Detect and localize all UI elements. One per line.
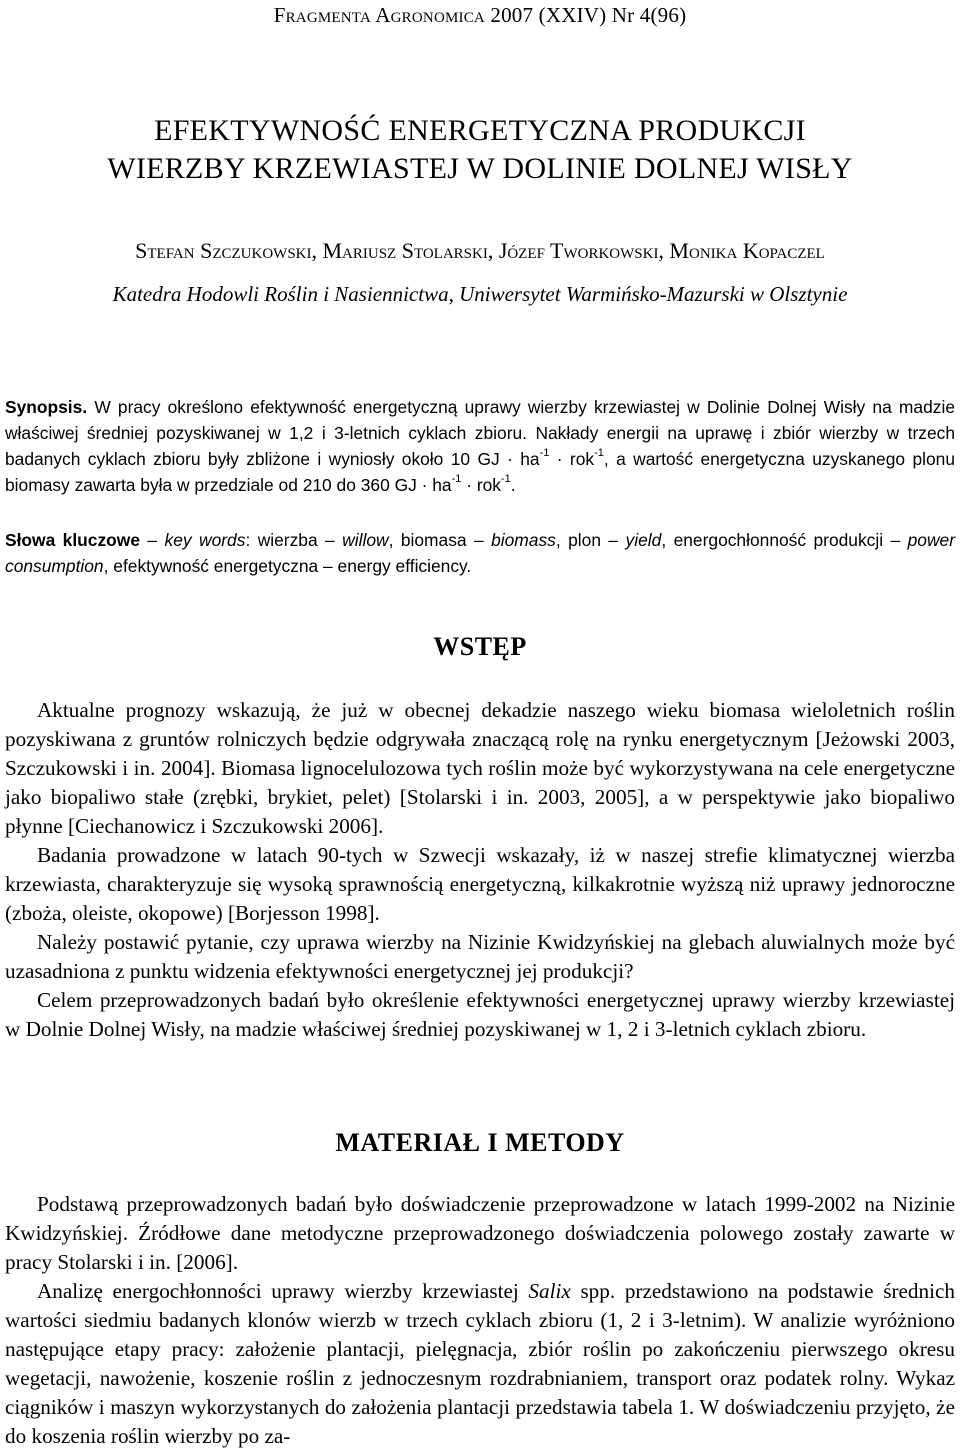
paragraph-text: spp. przedstawiono na podstawie średnich wartości siedmiu badanych klonów wierzb w trzech cyklach zbioru (1, 2 i 3-letnim). W analizie wyróżniono następujące etapy pracy: założenie plantacji, pielęgnacja, zbiór roślin po zakończeniu pierwszego okresu wegetacji, nawożenie, koszenie roślin z jednoczesnym rozdrabnianiem, transport oraz podatek rolny. Wykaz ciągników i maszyn wykorzystanych do założenia plantacji przedstawia tabela 1. W doświadczeniu przyjęto, że do koszenia roślin wierzby po za-	[5, 1279, 955, 1448]
abstract-text-5: .	[510, 475, 516, 495]
abstract-sup-4: -1	[501, 473, 511, 486]
abstract-text-3: , a wartość energetyczna uzyskanego plonu biomasy zawarta była w przedziale od 210 do 360 GJ · ha	[5, 449, 955, 495]
keyword-2: , biomasa –	[388, 530, 492, 550]
keyword-1-en: willow	[342, 530, 389, 550]
paragraph	[5, 1277, 955, 1451]
paragraph: Należy postawić pytanie, czy uprawa wierzby na Nizinie Kwidzyńskiej na glebach aluwialnych może być uzasadniona z punktu widzenia efektywności energetycznej jej produkcji?	[5, 930, 955, 983]
abstract-label: Synopsis.	[5, 397, 88, 417]
journal-issue: 2007 (XXIV) Nr 4(96)	[490, 3, 687, 27]
paragraph: Badania prowadzone w latach 90-tych w Szwecji wskazały, iż w naszej strefie klimatycznej wierzba krzewiasta, charakteryzuje się wysoką sprawnością energetyczną, kilkakrotnie wyższą niż uprawy jednoroczne (zboża, oleiste, okopowe) [Borjesson 1998].	[5, 843, 955, 925]
paragraph: Celem przeprowadzonych badań było określenie efektywności energetycznej uprawy wierzby krzewiastej w Dolnie Dolnej Wisły, na madzie właściwej średniej pozyskiwanej w 1, 2 i 3-letnich cyklach zbioru.	[5, 988, 955, 1041]
abstract	[5, 394, 955, 498]
keywords-label: Słowa kluczowe	[5, 530, 140, 550]
keyword-4-en: power consumption	[5, 530, 955, 576]
abstract-sup-2: -1	[594, 447, 604, 460]
keyword-2-en: biomass	[491, 530, 556, 550]
paper-title	[0, 112, 960, 188]
introduction-body	[5, 696, 955, 1044]
keyword-3-en: yield	[625, 530, 662, 550]
abstract-sup-3: -1	[451, 473, 462, 486]
genus-name: Salix	[528, 1279, 571, 1303]
methods-body	[5, 1190, 955, 1451]
affiliation: Katedra Hodowli Roślin i Nasiennictwa, Uniwersytet Warmińsko-Mazurski w Olsztynie	[112, 282, 848, 306]
keywords-en-label: key words	[164, 530, 246, 550]
running-head	[0, 3, 960, 28]
paragraph: Podstawą przeprowadzonych badań było doświadczenie przeprowadzone w latach 1999-2002 na Nizinie Kwidzyńskiej. Źródłowe dane metodyczne przeprowadzonego doświadczenia polowego zostały zawarte w pracy Stolarski i in. [2006].	[5, 1192, 955, 1274]
authors: Stefan Szczukowski, Mariusz Stolarski, Józef Tworkowski, Monika Kopaczel	[135, 238, 825, 263]
keyword-3: , plon –	[555, 530, 626, 550]
paragraph: Aktualne prognozy wskazują, że już w obecnej dekadzie naszego wieku biomasa wieloletnich roślin pozyskiwana z gruntów rolniczych będzie odgrywała znaczącą rolę na rynku energetycznym [Jeżowski 2003, Szczukowski i in. 2004]. Biomasa lignocelulozowa tych roślin może być wykorzystywana na cele energetyczne jako biopaliwo stałe (zrębki, brykiet, pelet) [Stolarski i in. 2003, 2005], a w perspektywie jako biopaliwo płynne [Ciechanowicz i Szczukowski 2006].	[5, 698, 955, 838]
section-heading-introduction: WSTĘP	[433, 632, 527, 661]
abstract-text-1: W pracy określono efektywność energetyczną uprawy wierzby krzewiastej w Dolinie Dolnej Wisły na madzie właściwej średniej pozyskiwanej w 1,2 i 3-letnich cyklach zbioru. Nakłady energii na uprawę i zbiór wierzby w trzech badanych cyklach zbioru były zbliżone i wyniosły około 10 GJ · ha	[5, 397, 955, 469]
keyword-5: , efektywność energetyczna – energy efficiency.	[103, 556, 472, 576]
abstract-text-2: · rok	[549, 449, 595, 469]
abstract-text-4: · rok	[461, 475, 502, 495]
paragraph-text: Analizę energochłonności uprawy wierzby krzewiastej	[37, 1279, 529, 1303]
paper-title-line-1: EFEKTYWNOŚĆ ENERGETYCZNA PRODUKCJI	[154, 114, 806, 147]
abstract-sup-1: -1	[539, 447, 550, 460]
paper-title-line-2: WIERZBY KRZEWIASTEJ W DOLINIE DOLNEJ WISŁY	[107, 152, 853, 185]
keyword-1: : wierzba –	[245, 530, 343, 550]
keywords	[5, 527, 955, 579]
journal-name: Fragmenta Agronomica	[273, 3, 485, 27]
keywords-dash: –	[140, 530, 165, 550]
keyword-4: , energochłonność produkcji –	[661, 530, 908, 550]
section-heading-methods: MATERIAŁ I METODY	[335, 1128, 625, 1157]
